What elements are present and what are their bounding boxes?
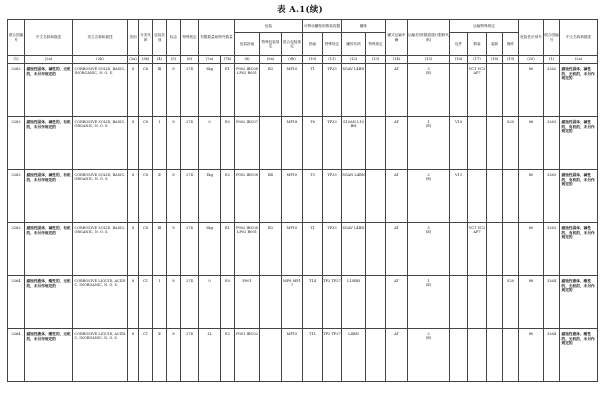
un-no-cell-2: 3263 [544,170,560,223]
rt-special-cell [366,329,386,382]
tank-instruction-cell: T6 [303,117,323,170]
col-num: (3b) [139,56,153,64]
special-provision-cell: 274 [181,64,199,117]
table-row [8,329,598,382]
transport-category-cell [408,117,450,170]
loading-provision-cell [487,170,503,223]
excepted-qty-cell: E2 [221,170,235,223]
special-provision-cell: 274 [181,223,199,276]
tank-instruction-cell: T3 [303,170,323,223]
header-tank-special: 特殊规定 [323,33,342,56]
excepted-qty-cell: E1 [221,223,235,276]
transport-category-value: 2 [427,332,430,336]
col-num: (5) [167,56,181,64]
operation-provision-cell [503,223,519,276]
col-num: (14) [386,56,408,64]
rt-special-cell [366,223,386,276]
un-no-cell-2: 3263 [544,223,560,276]
header-transport-category: 运输类别(隧道通行限制代码) [408,20,450,56]
tunnel-code-value: (E) [425,283,432,288]
tank-special-cell: TP33 [323,64,342,117]
class-code-cell: C8 [139,223,153,276]
col-num: (10) [303,56,323,64]
tank-instruction-cell: T14 [303,276,323,329]
tunnel-code-value: (E) [425,124,432,129]
cn-name-cell-2: 腐蚀性液体，酸性的，无机的，未另作规定的 [560,276,598,329]
col-num: (15) [408,56,450,64]
packing-group-cell: Ⅲ [153,223,167,276]
pack-special-cell [260,329,282,382]
tank-vehicle-cell: AT [386,329,408,382]
transport-category-cell [408,223,450,276]
class-cell: 8 [128,64,139,117]
transport-category-value: 1 [427,279,430,283]
class-code-cell: C8 [139,117,153,170]
packing-group-cell: Ⅰ [153,117,167,170]
tank-vehicle-cell: AT [386,170,408,223]
transport-category-value: 3 [427,67,430,71]
un-no-cell-2: 3264 [544,329,560,382]
cn-name-cell: 腐蚀性固体，碱性的，无机的，未另作规定的 [25,64,73,117]
mixed-packing-cell: MP10 [282,64,303,117]
special-provision-cell: 274 [181,117,199,170]
header-packages: 包件 [450,33,468,56]
special-provision-cell: 274 [181,276,199,329]
pack-special-cell [260,117,282,170]
col-num: (1) [8,56,25,64]
loading-provision-cell [487,117,503,170]
loading-provision-cell [487,276,503,329]
header-cn-name: 中文名称和描述 [25,20,73,56]
class-code-cell: C8 [139,170,153,223]
hazard-id-cell: 80 [519,170,544,223]
col-num: (2a) [25,56,73,64]
pack-special-cell: B3 [260,223,282,276]
un-no-cell-2: 3262 [544,64,560,117]
class-cell: 8 [128,223,139,276]
header-rt-special: 特殊规定 [366,33,386,56]
header-class-code: 分类代码 [139,20,153,56]
limited-qty-cell: 1L [199,329,221,382]
header-tank-vehicle: 罐式运输车辆 [386,20,408,56]
pack-instruction-cell: P001 IBC02 [235,329,260,382]
cn-name-cell: 腐蚀性固体，碱性的，有机的，未另作规定的 [25,223,73,276]
special-provision-cell: 274 [181,329,199,382]
transport-category-cell [408,64,450,117]
un-no-cell: 3263 [8,170,25,223]
loading-provision-cell [487,64,503,117]
table-row [8,170,598,223]
en-name-cell: CORROSIVE SOLID, BASIC, INORGANIC, N. O. S. [73,64,128,117]
header-operation: 操作 [503,33,519,56]
en-name-cell: CORROSIVE SOLID, BASIC, ORGANIC, N. O. S. [73,223,128,276]
mixed-packing-cell: MP18 [282,117,303,170]
header-cn-name-2: 中文名称和描述 [560,20,598,56]
col-num: (16) [450,56,468,64]
col-num: (18) [487,56,503,64]
col-num: (1) [544,56,560,64]
label-cell: 8 [167,64,181,117]
un-no-cell: 3262 [8,64,25,117]
packing-group-cell: Ⅰ [153,276,167,329]
limited-qty-cell: 1kg [199,170,221,223]
header-special-provisions: 特殊规定 [181,20,199,56]
hazard-id-cell: 88 [519,276,544,329]
operation-provision-cell [503,64,519,117]
mixed-packing-cell: MP8 MP17 [282,276,303,329]
mixed-packing-cell: MP15 [282,329,303,382]
class-cell: 8 [128,329,139,382]
header-labels: 标志 [167,20,181,56]
hazard-id-cell: 80 [519,223,544,276]
packing-group-cell: Ⅱ [153,170,167,223]
table-row [8,117,598,170]
tank-code-cell: L4BN [342,329,366,382]
tank-instruction-cell: T1 [303,64,323,117]
col-num: (20) [519,56,544,64]
packing-group-cell: Ⅲ [153,64,167,117]
header-rtc-tanks-group: 罐体 [342,20,386,33]
tunnel-code-value: (E) [425,71,432,76]
packing-group-cell: Ⅱ [153,329,167,382]
loading-provision-cell [487,329,503,382]
un-no-cell-2: 3263 [544,117,560,170]
cn-name-cell-2: 腐蚀性液体，酸性的，无机的，未另作规定的 [560,329,598,382]
excepted-qty-cell: E2 [221,329,235,382]
rt-special-cell [366,170,386,223]
un-no-cell: 3264 [8,329,25,382]
cn-name-cell-2: 腐蚀性固体，碱性的，有机的，未另作规定的 [560,170,598,223]
table-title: 表 A.1(续) [277,5,323,15]
tank-special-cell: TP33 [323,117,342,170]
pack-instruction-cell: P002 IBC08 [235,170,260,223]
mixed-packing-cell: MP10 [282,170,303,223]
pack-special-cell: B3 [260,64,282,117]
bulk-provision-cell: VC1 VC2 AP7 [468,223,487,276]
col-num: (2b) [73,56,128,64]
col-num: (2a) [560,56,598,64]
table-body [8,64,598,382]
packages-provision-cell [450,64,468,117]
header-packing-group: 包装类别 [153,20,167,56]
tank-code-cell: L10BH [342,276,366,329]
en-name-cell: CORROSIVE LIQUID, ACIDIC, INORGANIC, N. O. S. [73,329,128,382]
packages-provision-cell: V11 [450,170,468,223]
col-num: (9a) [260,56,282,64]
col-num: (17) [468,56,487,64]
un-no-cell-2: 3264 [544,276,560,329]
limited-qty-cell: 0 [199,117,221,170]
col-num: (8) [235,56,260,64]
excepted-qty-cell: E0 [221,276,235,329]
header-hazard-id: 危险性识别号 [519,20,544,56]
special-provision-cell: 274 [181,170,199,223]
header-packaging-group: 包装 [235,20,303,33]
header-pack-instructions: 包装指南 [235,33,260,56]
packages-provision-cell [450,329,468,382]
en-name-cell: CORROSIVE LIQUID, ACIDIC, INORGANIC, N. O. S. [73,276,128,329]
cn-name-cell: 腐蚀性液体，酸性的，无机的，未另作规定的 [25,276,73,329]
header-portable-tanks-group: 可移动罐柜和散装容器 [303,20,342,33]
table-row [8,276,598,329]
header-bulk: 散装 [468,33,487,56]
label-cell: 8 [167,170,181,223]
label-cell: 8 [167,223,181,276]
col-num: (6) [181,56,199,64]
tank-instruction-cell: T11 [303,329,323,382]
rt-special-cell [366,276,386,329]
class-code-cell: C1 [139,276,153,329]
col-num: (3a) [128,56,139,64]
header-pack-special: 特殊包装规定 [260,33,282,56]
header-class: 类别 [128,20,139,56]
tank-code-cell: SGAV L4BN [342,64,366,117]
pack-special-cell: B4 [260,170,282,223]
transport-category-cell [408,170,450,223]
en-name-cell: CORROSIVE SOLID, BASIC, ORGANIC, N. O. S. [73,170,128,223]
cn-name-cell-2: 腐蚀性固体，碱性的，有机的，未另作规定的 [560,223,598,276]
table-row [8,64,598,117]
pack-instruction-cell: P002 IBC08 LP02 R001 [235,64,260,117]
class-cell: 8 [128,117,139,170]
operation-provision-cell: S20 [503,276,519,329]
tank-instruction-cell: T1 [303,223,323,276]
header-tank-code: 罐体代码 [342,33,366,56]
un-no-cell: 3263 [8,223,25,276]
limited-qty-cell: 5kg [199,223,221,276]
col-num: (13) [366,56,386,64]
header-tank-instructions: 指南 [303,33,323,56]
tank-code-cell: S10AN L10BH [342,117,366,170]
header-loading: 装卸 [487,33,503,56]
limited-qty-cell: 5kg [199,64,221,117]
transport-category-value: 3 [427,226,430,230]
label-cell: 8 [167,276,181,329]
transport-category-cell [408,329,450,382]
col-num: (12) [342,56,366,64]
pack-special-cell [260,276,282,329]
column-number-row [8,56,598,64]
class-code-cell: C1 [139,329,153,382]
col-num: (9b) [282,56,303,64]
label-cell: 8 [167,329,181,382]
header-un-no: 联合国编号 [8,20,25,56]
en-name-cell: CORROSIVE SOLID, BASIC, ORGANIC, N. O. S. [73,117,128,170]
un-no-cell: 3263 [8,117,25,170]
class-cell: 8 [128,170,139,223]
bulk-provision-cell [468,329,487,382]
tunnel-code-value: (E) [425,177,432,182]
tank-special-cell: TP2 TP27 [323,276,342,329]
bulk-provision-cell [468,170,487,223]
table-row [8,223,598,276]
label-cell: 8 [167,117,181,170]
tank-code-cell: SGAN L4BN [342,170,366,223]
header-mixed-packing: 混合包装规定 [282,33,303,56]
packages-provision-cell: V10 [450,117,468,170]
header-un-no-2: 联合国编号 [544,20,560,56]
tank-vehicle-cell: AT [386,64,408,117]
col-num: (11) [323,56,342,64]
cn-name-cell-2: 腐蚀性固体，碱性的，有机的，未另作规定的 [560,117,598,170]
un-no-cell: 3264 [8,276,25,329]
tank-code-cell: SGAV L4BN [342,223,366,276]
class-cell: 8 [128,276,139,329]
header-limited-quantities: 有限数量和例外数量 [199,20,235,56]
operation-provision-cell: S20 [503,117,519,170]
bulk-provision-cell [468,117,487,170]
packages-provision-cell [450,276,468,329]
col-num: (7a) [199,56,221,64]
excepted-qty-cell: E0 [221,117,235,170]
tank-special-cell: TP33 [323,170,342,223]
pack-instruction-cell: P002 IBC07 [235,117,260,170]
tank-vehicle-cell: AT [386,223,408,276]
operation-provision-cell [503,170,519,223]
packages-provision-cell [450,223,468,276]
cn-name-cell: 腐蚀性固体，碱性的，有机的，未另作规定的 [25,117,73,170]
limited-qty-cell: 0 [199,276,221,329]
tank-special-cell: TP2 TP27 [323,329,342,382]
bulk-provision-cell: VC1 VC2 AP7 [468,64,487,117]
col-num: (7b) [221,56,235,64]
operation-provision-cell [503,329,519,382]
excepted-qty-cell: E1 [221,64,235,117]
pack-instruction-cell: P002 IBC08 LP02 R001 [235,223,260,276]
cn-name-cell-2: 腐蚀性固体，碱性的，无机的，未另作规定的 [560,64,598,117]
pack-instruction-cell: P001 [235,276,260,329]
mixed-packing-cell: MP10 [282,223,303,276]
tunnel-code-value: (E) [425,336,432,341]
cn-name-cell: 腐蚀性固体，碱性的，有机的，未另作规定的 [25,170,73,223]
tank-special-cell: TP33 [323,223,342,276]
rt-special-cell [366,117,386,170]
transport-category-value: 2 [427,173,430,177]
header-en-name: 英文名称和描述 [73,20,128,56]
loading-provision-cell [487,223,503,276]
bulk-provision-cell [468,276,487,329]
col-num: (4) [153,56,167,64]
transport-category-value: 1 [427,120,430,124]
tank-vehicle-cell: AT [386,117,408,170]
class-code-cell: C6 [139,64,153,117]
tunnel-code-value: (E) [425,230,432,235]
hazard-id-cell: 88 [519,117,544,170]
tank-vehicle-cell: AT [386,276,408,329]
cn-name-cell: 腐蚀性液体，酸性的，无机的，未另作规定的 [25,329,73,382]
transport-category-cell [408,276,450,329]
dangerous-goods-table [7,19,598,382]
hazard-id-cell: 80 [519,64,544,117]
rt-special-cell [366,64,386,117]
hazard-id-cell: 80 [519,329,544,382]
header-carriage-provisions-group: 运输特殊规定 [450,20,519,33]
col-num: (19) [503,56,519,64]
